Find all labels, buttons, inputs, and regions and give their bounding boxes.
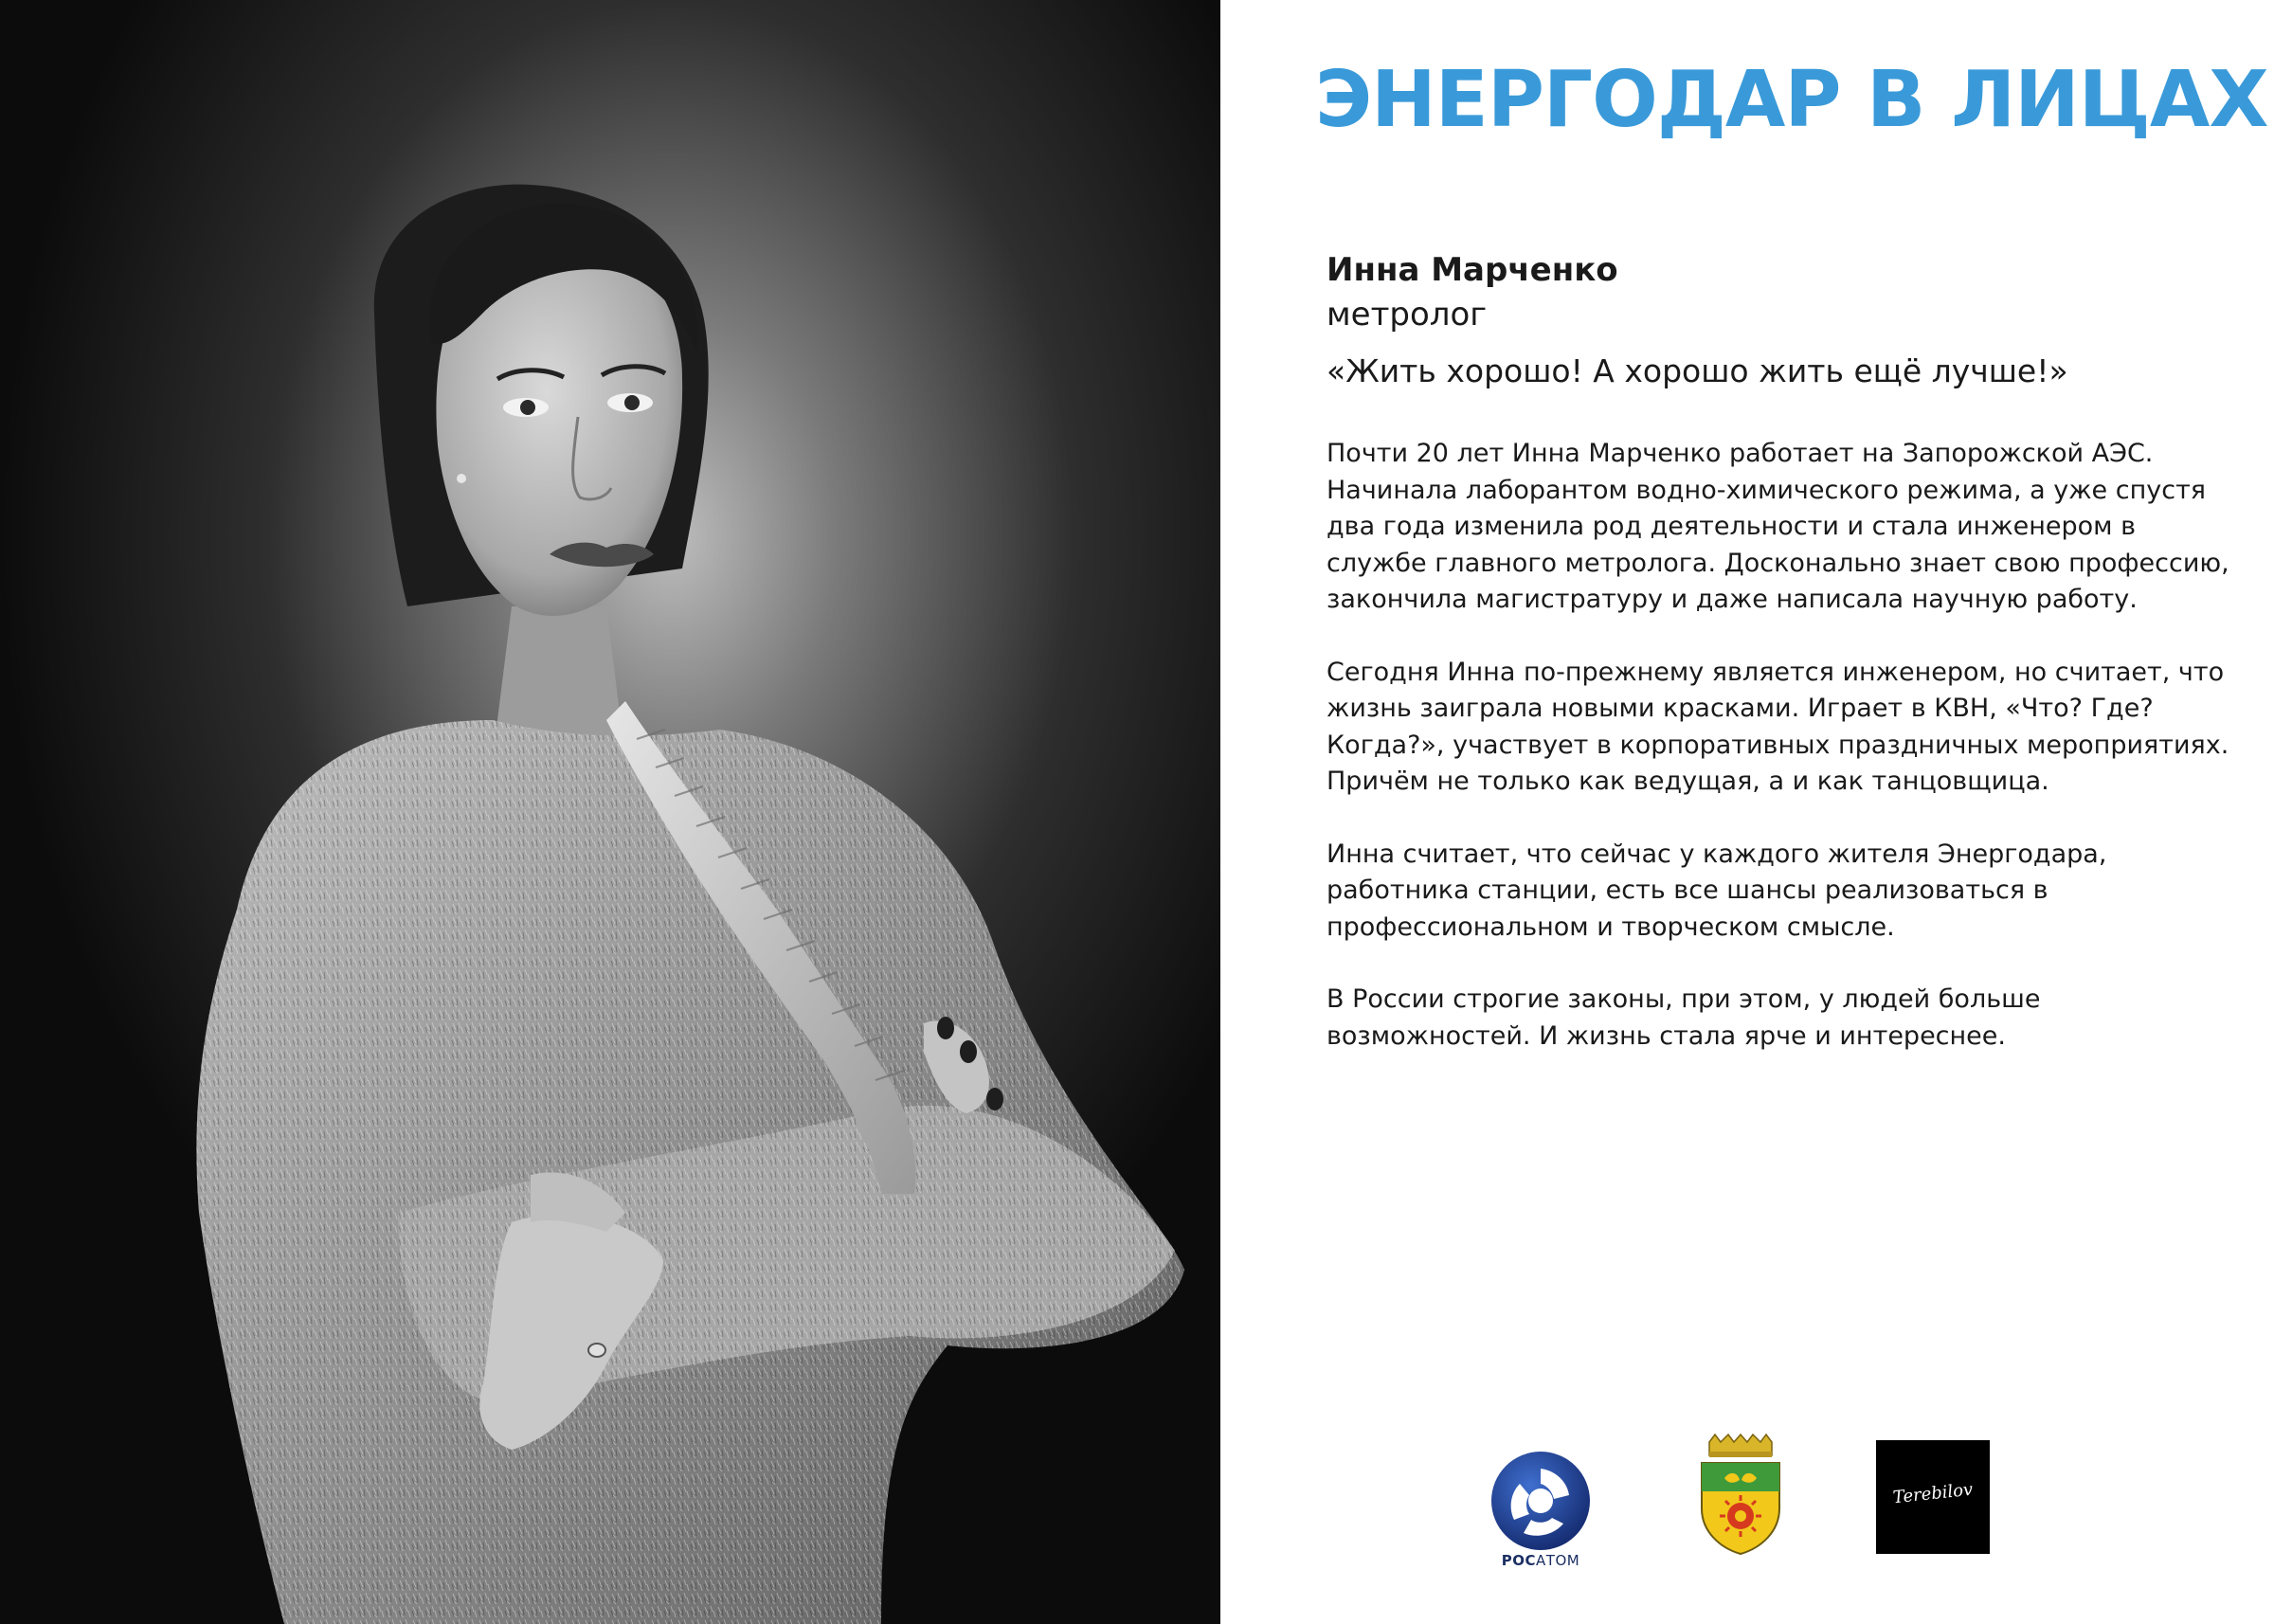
rosatom-caption-part1: РОС	[1501, 1552, 1537, 1569]
text-line: Когда?», участвует в корпоративных праздничных мероприятиях.	[1326, 730, 2229, 760]
rosatom-icon	[1480, 1450, 1601, 1552]
biography-paragraph	[1326, 655, 2229, 801]
text-line: В России строгие законы, при этом, у людей больше	[1326, 984, 2041, 1014]
biography-text	[1326, 436, 2229, 1091]
rosatom-logo	[1480, 1450, 1601, 1573]
energodar-coat-of-arms-icon	[1696, 1433, 1785, 1556]
biography-paragraph	[1326, 982, 2198, 1055]
person-role: метролог	[1326, 296, 1488, 334]
text-line: Инна считает, что сейчас у каждого жителя Энергодара,	[1326, 839, 2107, 869]
photographer-signature: Terebilov	[1891, 1479, 1975, 1508]
biography-paragraph	[1326, 436, 2229, 619]
rosatom-caption	[1480, 1552, 1601, 1569]
person-quote: «Жить хорошо! А хорошо жить ещё лучше!»	[1326, 352, 2068, 389]
text-line: Начинала лаборантом водно-химического режима, а уже спустя	[1326, 475, 2207, 505]
text-line: жизнь заиграла новыми красками. Играет в КВН, «Что? Где?	[1326, 694, 2154, 723]
text-line: Сегодня Инна по-прежнему является инженером, но считает, что	[1326, 657, 2225, 687]
text-line: работника станции, есть все шансы реализоваться в	[1326, 875, 2048, 905]
text-line: Почти 20 лет Инна Марченко работает на Запорожской АЭС.	[1326, 439, 2154, 468]
text-panel	[1220, 0, 2274, 1624]
text-line: два года изменила род деятельности и стала инженером в	[1326, 512, 2137, 541]
text-line: службе главного метролога. Досконально знает свою профессию,	[1326, 548, 2229, 578]
text-line: закончила магистратуру и даже написала научную работу.	[1326, 585, 2138, 614]
photographer-logo	[1876, 1440, 1990, 1554]
rosatom-caption-part2: АТОМ	[1536, 1552, 1580, 1569]
text-line: профессиональном и творческом смысле.	[1326, 911, 1895, 942]
biography-paragraph	[1326, 837, 2198, 947]
text-line: возможностей. И жизнь стала ярче и интереснее.	[1326, 1020, 2006, 1051]
text-line: Причём не только как ведущая, а и как танцовщица.	[1326, 767, 2049, 796]
person-name: Инна Марченко	[1326, 251, 1618, 289]
page-title: ЭНЕРГОДАР В ЛИЦАХ	[1315, 55, 2268, 145]
